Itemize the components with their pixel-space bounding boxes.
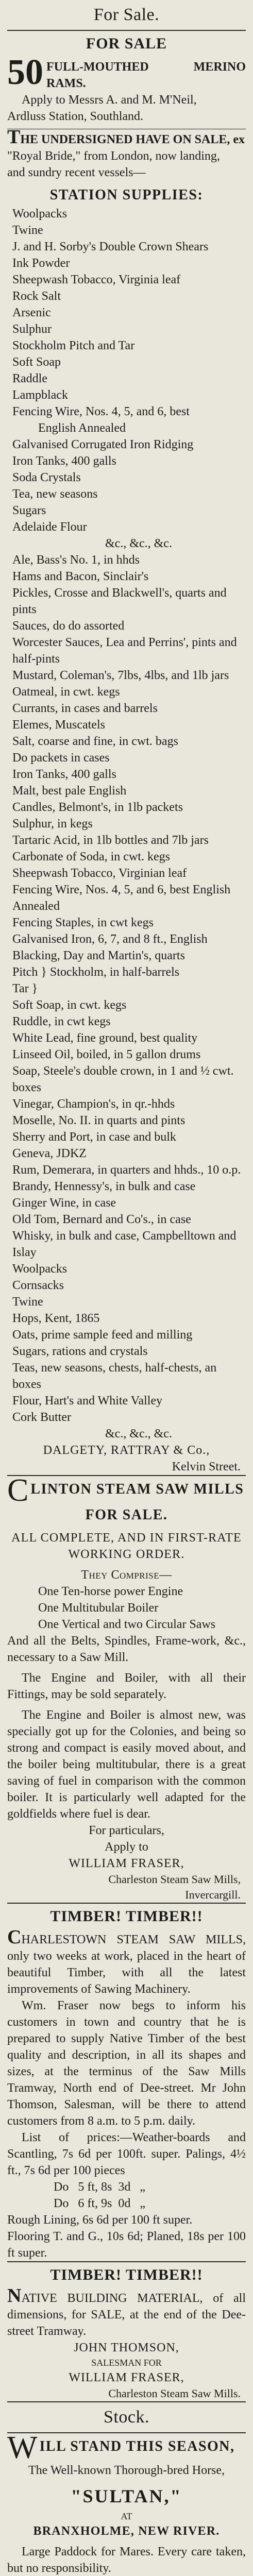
advertiser-role: SALESMAN FOR — [91, 2358, 162, 2368]
list-item: Adelaide Flour — [12, 520, 87, 534]
ad-subtitle: ALL COMPLETE, AND IN FIRST-RATE — [11, 1531, 242, 1545]
list-item: Teas, new seasons, chests, half-chests, an boxes — [12, 1361, 217, 1391]
ad-paragraph: The Engine and Boiler is almost new, was specially got up for the Colonies, and being so strong and compact is easily moved about, and the boiler being multitubular, there is a great saving of fuel in comparison with the common boiler. It is particularly well adapted for the goldfields where fuel is dear. — [7, 1708, 246, 1821]
list-item: Salt, coarse and fine, in cwt. bags — [12, 735, 178, 748]
list-item: Woolpacks — [12, 1262, 68, 1276]
initial-cap: W — [7, 2430, 38, 2465]
ad-timber-charlestown — [7, 1904, 246, 2261]
list-item: Linseed Oil, boiled, in 5 gallon drums — [12, 1048, 201, 1061]
list-item: Rum, Demerara, in quarters and hhds., 10 o.p. — [12, 1163, 241, 1177]
ad-line: Apply to Messrs A. and M. M'Neil, — [22, 93, 197, 107]
list-item: Soft Soap — [12, 355, 61, 369]
list-item: Hams and Bacon, Sinclair's — [12, 570, 149, 583]
paragraph-text: ATIVE BUILDING MATERIAL, of all dimensions, for SALE, at the end of the Dee-street Tramway. — [7, 2292, 246, 2338]
ad-paragraph — [7, 2285, 246, 2340]
ad-paragraph: The Engine and Boiler, with all their Fittings, may be sold separately. — [7, 1671, 246, 1701]
list-item: Sherry and Port, in case and bulk — [12, 1130, 176, 1144]
ad-intro-line — [7, 126, 246, 148]
list-item: Ruddle, in cwt kegs — [12, 1015, 111, 1028]
ad-line: AT — [121, 2511, 132, 2521]
list-item: Oatmeal, in cwt. kegs — [12, 685, 120, 699]
price-row: Flooring T. and G., 10s 6d; Planed, 18s per 100 ft super. — [7, 2230, 246, 2260]
ad-station-supplies — [7, 126, 246, 1475]
ad-headline: FULL-MOUTHED MERINO RAMS. — [46, 60, 246, 90]
list-item: Woolpacks — [12, 207, 68, 221]
advertiser-name: WILLIAM FRASER, — [69, 2371, 184, 2384]
ad-clinton-saw-mills — [7, 1473, 246, 1903]
list-item: Sugars — [12, 504, 46, 517]
list-item: Ginger Wine, in case — [12, 1196, 116, 1210]
list-item: Elemes, Muscatels — [12, 718, 105, 732]
supplies-list — [7, 206, 246, 1442]
list-item: Flour, Hart's and White Valley — [12, 1394, 163, 1408]
ad-title: FOR SALE. — [85, 1507, 168, 1523]
ad-title: TIMBER! TIMBER!! — [50, 1908, 203, 1925]
list-item: Sauces, do do assorted — [12, 619, 125, 633]
list-item: White Lead, fine ground, best quality — [12, 1031, 198, 1045]
list-item: Ale, Bass's No. 1, in hhds — [12, 553, 140, 567]
list-item: &c., &c., &c. — [105, 537, 172, 550]
list-item: One Multitubular Boiler — [38, 1601, 159, 1615]
list-item: Fencing Staples, in cwt kegs — [12, 916, 154, 929]
ad-line: For particulars, — [89, 1824, 164, 1837]
list-item: Carbonate of Soda, in cwt. kegs — [12, 850, 170, 863]
list-item: Mustard, Coleman's, 7lbs, 4lbs, and 1lb jars — [12, 669, 229, 682]
advertiser-address: Charleston Steam Saw Mills. — [108, 2387, 241, 2400]
ad-paragraph: Wm. Fraser now begs to inform his customers in town and country that he is prepared to supply Native Timber of the best quality and description, in all its shapes and sizes, at the terminus of the Saw Mills Tramway, North end of Dee-street. Mr John Thomson, Salesman, will be there to attend customers from 8 a.m. to 5 p.m. daily. — [7, 1999, 246, 2128]
ad-line: Ardluss Station, Southland. — [7, 110, 144, 123]
list-item: One Ten-horse power Engine — [38, 1585, 183, 1598]
list-item: Sulphur — [12, 323, 52, 336]
list-item: Galvanised Iron, 6, 7, and 8 ft., English — [12, 933, 208, 946]
list-item: Soda Crystals — [12, 471, 81, 484]
list-item: Iron Tanks, 400 galls — [12, 454, 116, 468]
list-item: Tartaric Acid, in 1lb bottles and 7lb jars — [12, 834, 209, 847]
ad-intro-line: "Royal Bride," from London, now landing, — [7, 149, 220, 163]
dropcap-row — [7, 2430, 246, 2465]
list-item: Geneva, JDKZ — [12, 1147, 87, 1160]
list-item: Candles, Belmont's, in 1lb packets — [12, 801, 183, 814]
ad-sultan-horse — [7, 2430, 246, 2576]
initial-cap: C — [7, 1926, 22, 1948]
ad-title: FOR SALE — [86, 35, 167, 52]
intro-text: HE UNDERSIGNED HAVE ON SALE, ex — [20, 133, 245, 146]
list-item: Pitch } Stockholm, in half-barrels — [12, 965, 180, 979]
ad-place: BRANXHOLME, NEW RIVER. — [33, 2524, 220, 2538]
list-item: Currants, in cases and barrels — [12, 702, 158, 715]
list-item: Iron Tanks, 400 galls — [12, 768, 116, 781]
list-item: Blacking, Day and Martin's, quarts — [12, 949, 185, 962]
ad-paragraph: Large Paddock for Mares. Every care taken, but no responsibility. — [7, 2545, 246, 2575]
list-item: Whisky, in bulk and case, Campbelltown and Islay — [12, 1229, 237, 1259]
horse-name: "SULTAN," — [71, 2486, 182, 2506]
ad-title: TIMBER! TIMBER!! — [50, 2266, 203, 2283]
list-item: Vinegar, Champion's, in qr.-hhds — [12, 1097, 175, 1111]
list-item: Tea, new seasons — [12, 487, 98, 501]
list-item: Tar } — [12, 982, 38, 995]
list-item: Sheepwash Tobacco, Virginia leaf — [12, 273, 181, 286]
price-row: Do 6 ft, 9s 0d „ — [54, 2197, 145, 2210]
price-row: Rough Lining, 6s 6d per 100 ft super. — [7, 2213, 193, 2227]
list-item: Oats, prime sample feed and milling — [12, 1328, 193, 1342]
dropcap-row — [7, 53, 246, 92]
list-item: Moselle, No. II. in quarts and pints — [12, 1114, 185, 1127]
list-item: Raddle — [12, 372, 47, 385]
list-item: Cornsacks — [12, 1279, 64, 1292]
list-item: Malt, best pale English — [12, 784, 127, 798]
ad-paragraph — [7, 1926, 246, 1997]
advertiser-name: DALGETY, RATTRAY & Co., — [43, 1444, 210, 1457]
list-item: Arsenic — [12, 306, 51, 319]
list-item: Rock Salt — [12, 290, 61, 303]
ad-title: LINTON STEAM SAW MILLS — [30, 1481, 244, 1497]
list-item: Stockholm Pitch and Tar — [12, 339, 135, 352]
ad-subtitle: WORKING ORDER. — [68, 1548, 185, 1561]
list-item: Ink Powder — [12, 257, 70, 270]
section-heading-stock: Stock. — [104, 2408, 149, 2427]
section-heading-for-sale: For Sale. — [93, 5, 160, 24]
list-item: Hops, Kent, 1865 — [12, 1312, 100, 1325]
list-item: Sulphur, in kegs — [12, 817, 93, 831]
ad-subtitle: STATION SUPPLIES: — [49, 187, 204, 203]
dropcap-row — [7, 1473, 246, 1508]
advertiser-address: Charleston Steam Saw Mills, — [108, 1873, 241, 1886]
list-item: And all the Belts, Spindles, Frame-work, &c., necessary to a Saw Mill. — [7, 1634, 246, 1664]
list-item: Twine — [12, 1295, 43, 1309]
initial-cap: T — [7, 126, 21, 148]
list-item: One Vertical and two Circular Saws — [38, 1618, 216, 1631]
paragraph-text: HARLESTOWN STEAM SAW MILLS, only two weeks at work, placed in the heart of beautiful Timber, with all the latest improvements of Sawing Machinery. — [7, 1933, 246, 1996]
list-item: Pickles, Crosse and Blackwell's, quarts and pints — [12, 586, 227, 616]
list-item: Old Tom, Bernard and Co's., in case — [12, 1213, 191, 1226]
advertiser-name: WILLIAM FRASER, — [69, 1857, 184, 1870]
initial-cap: N — [7, 2285, 22, 2307]
initial-cap: C — [7, 1473, 29, 1508]
list-item: English Annealed — [38, 421, 126, 435]
dropcap-number: 50 — [7, 53, 43, 92]
list-item: Worcester Sauces, Lea and Perrins', pints and half-pints — [12, 636, 237, 666]
list-item: Galvanised Corrugated Iron Ridging — [12, 438, 194, 451]
price-intro: List of prices:—Weather-boards and Scantling, 7s 6d per 100ft. super. Palings, 4½ ft., 7s 6d per 100 pieces — [7, 2131, 246, 2177]
list-item: Fencing Wire, Nos. 4, 5, and 6, best — [12, 405, 190, 418]
list-item: &c., &c., &c. — [105, 1427, 172, 1440]
ad-timber-thomson — [7, 2262, 246, 2401]
list-item: Soft Soap, in cwt. kegs — [12, 998, 127, 1012]
list-item: Twine — [12, 224, 43, 237]
list-item: Sheepwash Tobacco, Virginian leaf — [12, 867, 187, 880]
list-item: Lampblack — [12, 388, 68, 402]
list-item: Do packets in cases — [12, 751, 110, 765]
ad-headline: ILL STAND THIS SEASON, — [39, 2438, 235, 2454]
price-row: Do 5 ft, 8s 3d „ — [54, 2180, 145, 2194]
list-item: Sugars, rations and crystals — [12, 1345, 148, 1358]
ad-line: Apply to — [105, 1840, 148, 1854]
ad-merino-rams — [7, 31, 246, 125]
ad-line: The Well-known Thorough-bred Horse, — [28, 2464, 225, 2477]
list-item: Fencing Wire, Nos. 4, 5, and 6, best English Annealed — [12, 883, 231, 913]
advertiser-address: Kelvin Street. — [172, 1460, 241, 1473]
list-item: Soap, Steele's double crown, in 1 and ½ cwt. boxes — [12, 1064, 234, 1094]
advertiser-name: JOHN THOMSON, — [74, 2341, 179, 2354]
comprise-label: They Comprise— — [81, 1568, 172, 1582]
advertiser-address: Invercargill. — [185, 1888, 241, 1901]
ad-intro-line: and sundry recent vessels— — [7, 166, 146, 179]
list-item: J. and H. Sorby's Double Crown Shears — [12, 240, 209, 253]
list-item: Cork Butter — [12, 1411, 71, 1424]
list-item: Brandy, Hennessy's, in bulk and case — [12, 1180, 196, 1193]
